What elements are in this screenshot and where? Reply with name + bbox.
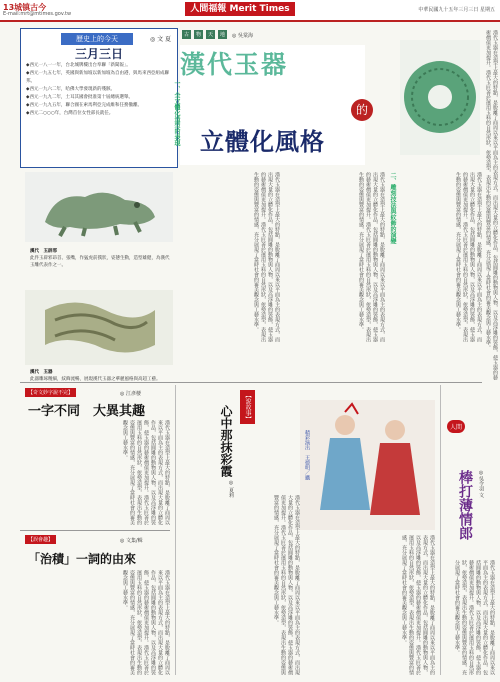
- section-name: 13城镇古今: [3, 3, 47, 12]
- jade-bi-disc-photo: [400, 40, 480, 155]
- column-author-2: ◎ 文集/輯: [120, 538, 143, 544]
- jade-bixie-caption-text: 此件玉辟邪昂首、張嘴，作猛虎前撲狀，姿態生動，造型雄健，為漢代玉雕代表作之一。: [30, 256, 170, 268]
- column-author-1: ◎ 江彥棲: [120, 391, 141, 397]
- column-body-1: 漢代玉器在造型上最大的特點，是脫離了商周以來以平面為主的表現方式，而出現大量的立體化作品，包括圓雕的動物與人物，以及高浮雕的裝飾，使玉器的藝術價值更加提升。漢代玉匠善於運用玉料的自然形狀，依勢造型，表現出生動的姿態與豐富的情感，充分展現了當時社會的審美觀念與工藝水準。: [122, 420, 170, 525]
- story-tag: 【說故事】: [240, 390, 255, 424]
- history-event: ◆西元一八一一年，台北城牌樓出台奉聯「新聞報」。: [26, 63, 131, 68]
- story-author: ◎ 夏莉: [228, 480, 234, 498]
- story-body-2: 漢代玉器在造型上最大的特點，是脫離了商周以來以平面為主的表現方式，而出現大量的立體化作品，包括圓雕的動物與人物，以及高浮雕的裝飾，使玉器的藝術價值更加提升。漢代玉匠善於運用玉料的自然形狀，依勢造型，表現出生動的姿態與豐富的情感，充分展現了當時社會的審美觀念與工藝水準。: [401, 535, 435, 675]
- feature-title-de: 的: [351, 99, 373, 121]
- page-header: [0, 0, 500, 22]
- kicker-wu: 物: [196, 32, 202, 38]
- feature-subhead-1: 一、全立體化造型的表現: [173, 80, 180, 146]
- opera-column-headline: 棒打薄情郎: [457, 470, 473, 540]
- jade-plaque-caption-title: 漢代 玉器: [30, 370, 53, 375]
- today-in-history-box: [20, 28, 178, 168]
- jade-bixie-photo: [25, 172, 173, 242]
- column-label-1: 【奇文妙字說不完】: [25, 388, 76, 397]
- column-divider: [20, 530, 170, 531]
- feature-body-col-2: 漢代玉器在造型上最大的特點，是脫離了商周以來以平面為主的表現方式，而出現大量的立體化作品，包括圓雕的動物與人物，以及高浮雕的裝飾，使玉器的藝術價值更加提升。漢代玉匠善於運用玉料的自然形狀，依勢造型，表現出生動的姿態與豐富的情感，充分展現了當時社會的審美觀念與工藝水準。: [358, 172, 385, 342]
- kicker-di: 地: [220, 32, 226, 38]
- feature-body-col-3: 漢代玉器在造型上最大的特點，是脫離了商周以來以平面為主的表現方式，而出現大量的立體化作品，包括圓雕的動物與人物，以及高浮雕的裝飾，使玉器的藝術價值更加提升。漢代玉匠善於運用玉料的自然形狀，依勢造型，表現出生動的姿態與豐富的情感，充分展現了當時社會的審美觀念與工藝水準。: [455, 172, 482, 342]
- opera-column-tag: 人間: [447, 420, 465, 433]
- history-event-list: [26, 62, 172, 118]
- feature-title-top: 漢代玉器: [180, 50, 289, 79]
- opera-photo-caption: 精彩演出 王德明／攝: [304, 430, 310, 480]
- column-rule: [440, 385, 441, 675]
- jade-plaque-photo: [25, 290, 173, 365]
- column-body-2: 漢代玉器在造型上最大的特點，是脫離了商周以來以平面為主的表現方式，而出現大量的立體化作品，包括圓雕的動物與人物，以及高浮雕的裝飾，使玉器的藝術價值更加提升。漢代玉匠善於運用玉料的自然形狀，依勢造型，表現出生動的姿態與豐富的情感，充分展現了當時社會的審美觀念與工藝水準。: [122, 570, 170, 675]
- jade-plaque-caption: [30, 369, 170, 383]
- masthead-logo: 人間福報 Merit Times: [185, 2, 295, 16]
- feature-author: ◎ 吳棠海: [232, 33, 253, 39]
- history-box-title: 歷史上的今天: [61, 33, 133, 45]
- jade-bixie-caption-title: 漢代 玉辟邪: [30, 249, 57, 254]
- jade-plaque-caption-text: 此器雕琢精細，紋飾流暢，展現漢代玉器之華麗風格與高超工藝。: [30, 377, 161, 382]
- opera-column-author: ◎吳令羽 文: [478, 470, 484, 498]
- email-address[interactable]: E-mail:mrt@mtimes.gov.tw: [3, 11, 72, 17]
- column-rule: [175, 385, 176, 675]
- feature-body-col-1: 漢代玉器在造型上最大的特點，是脫離了商周以來以平面為主的表現方式，而出現大量的立體化作品，包括圓雕的動物與人物，以及高浮雕的裝飾，使玉器的藝術價值更加提升。漢代玉匠善於運用玉料的自然形狀，依勢造型，表現出生動的姿態與豐富的情感，充分展現了當時社會的審美觀念與工藝水準。: [253, 172, 280, 342]
- story-headline: 心中那抹彩霞: [219, 405, 233, 477]
- jade-bixie-caption: [30, 248, 170, 269]
- history-event: ◆西元一九六二年，哈佛大學發現新的殘骸。: [26, 87, 115, 92]
- kicker-gu: 古: [184, 32, 190, 38]
- feature-title-bottom: 立體化風格: [200, 127, 325, 156]
- section-divider: [20, 382, 482, 383]
- edge-column: 漢代玉器在造型上最大的特點，是脫離了商周以來以平面為主的表現方式，而出現大量的立體化作品，包括圓雕的動物與人物，以及高浮雕的裝飾，使玉器的藝術價值更加提升。漢代玉匠善於運用玉料的自然形狀，依勢造型，表現出生動的姿態與豐富的情感，充分展現了當時社會的審美觀念與工藝水準。: [485, 30, 498, 380]
- history-event: ◆西元二○○○年，台灣首位女性部長就任。: [26, 111, 114, 116]
- history-event: ◆西元一九五七年，英國與新加坡以新加坡為自由港，與馬來西亞組成聯邦。: [26, 71, 169, 84]
- story-body: 漢代玉器在造型上最大的特點，是脫離了商周以來以平面為主的表現方式，而出現大量的立體化作品，包括圓雕的動物與人物，以及高浮雕的裝飾，使玉器的藝術價值更加提升。漢代玉匠善於運用玉料的自然形狀，依勢造型，表現出生動的姿態與豐富的情感，充分展現了當時社會的審美觀念與工藝水準。: [273, 495, 300, 675]
- issue-date: 中華民國九十五年三月三日 星期五: [418, 7, 495, 13]
- opera-performers-photo: [300, 400, 435, 530]
- column-headline-1: 一字不同 大異其趣: [28, 404, 146, 419]
- column-headline-2: 「治積」一詞的由來: [28, 552, 137, 566]
- feature-title-block: [180, 45, 368, 165]
- history-event: ◆西元一九九五年，聯合國在索馬利亞完成維和任務撤離。: [26, 103, 142, 108]
- column-label-2: 【誤會趣】: [25, 535, 56, 544]
- feature-subhead-2: 二、雕刻技法與紋飾的演變: [389, 172, 396, 244]
- opera-column-body: 漢代玉器在造型上最大的特點，是脫離了商周以來以平面為主的表現方式，而出現大量的立體化作品，包括圓雕的動物與人物，以及高浮雕的裝飾，使玉器的藝術價值更加提升。漢代玉匠善於運用玉料的自然形狀，依勢造型，表現出生動的姿態與豐富的情感，充分展現了當時社會的審美觀念與工藝水準。: [454, 560, 495, 675]
- history-event: ◆西元一九九二年，土耳其國會批准第十屆總統選舉。: [26, 95, 133, 100]
- history-box-author: ◎ 文 夏: [149, 36, 171, 43]
- history-box-date: 三月三日: [74, 47, 123, 61]
- kicker-tian: 天: [208, 32, 214, 38]
